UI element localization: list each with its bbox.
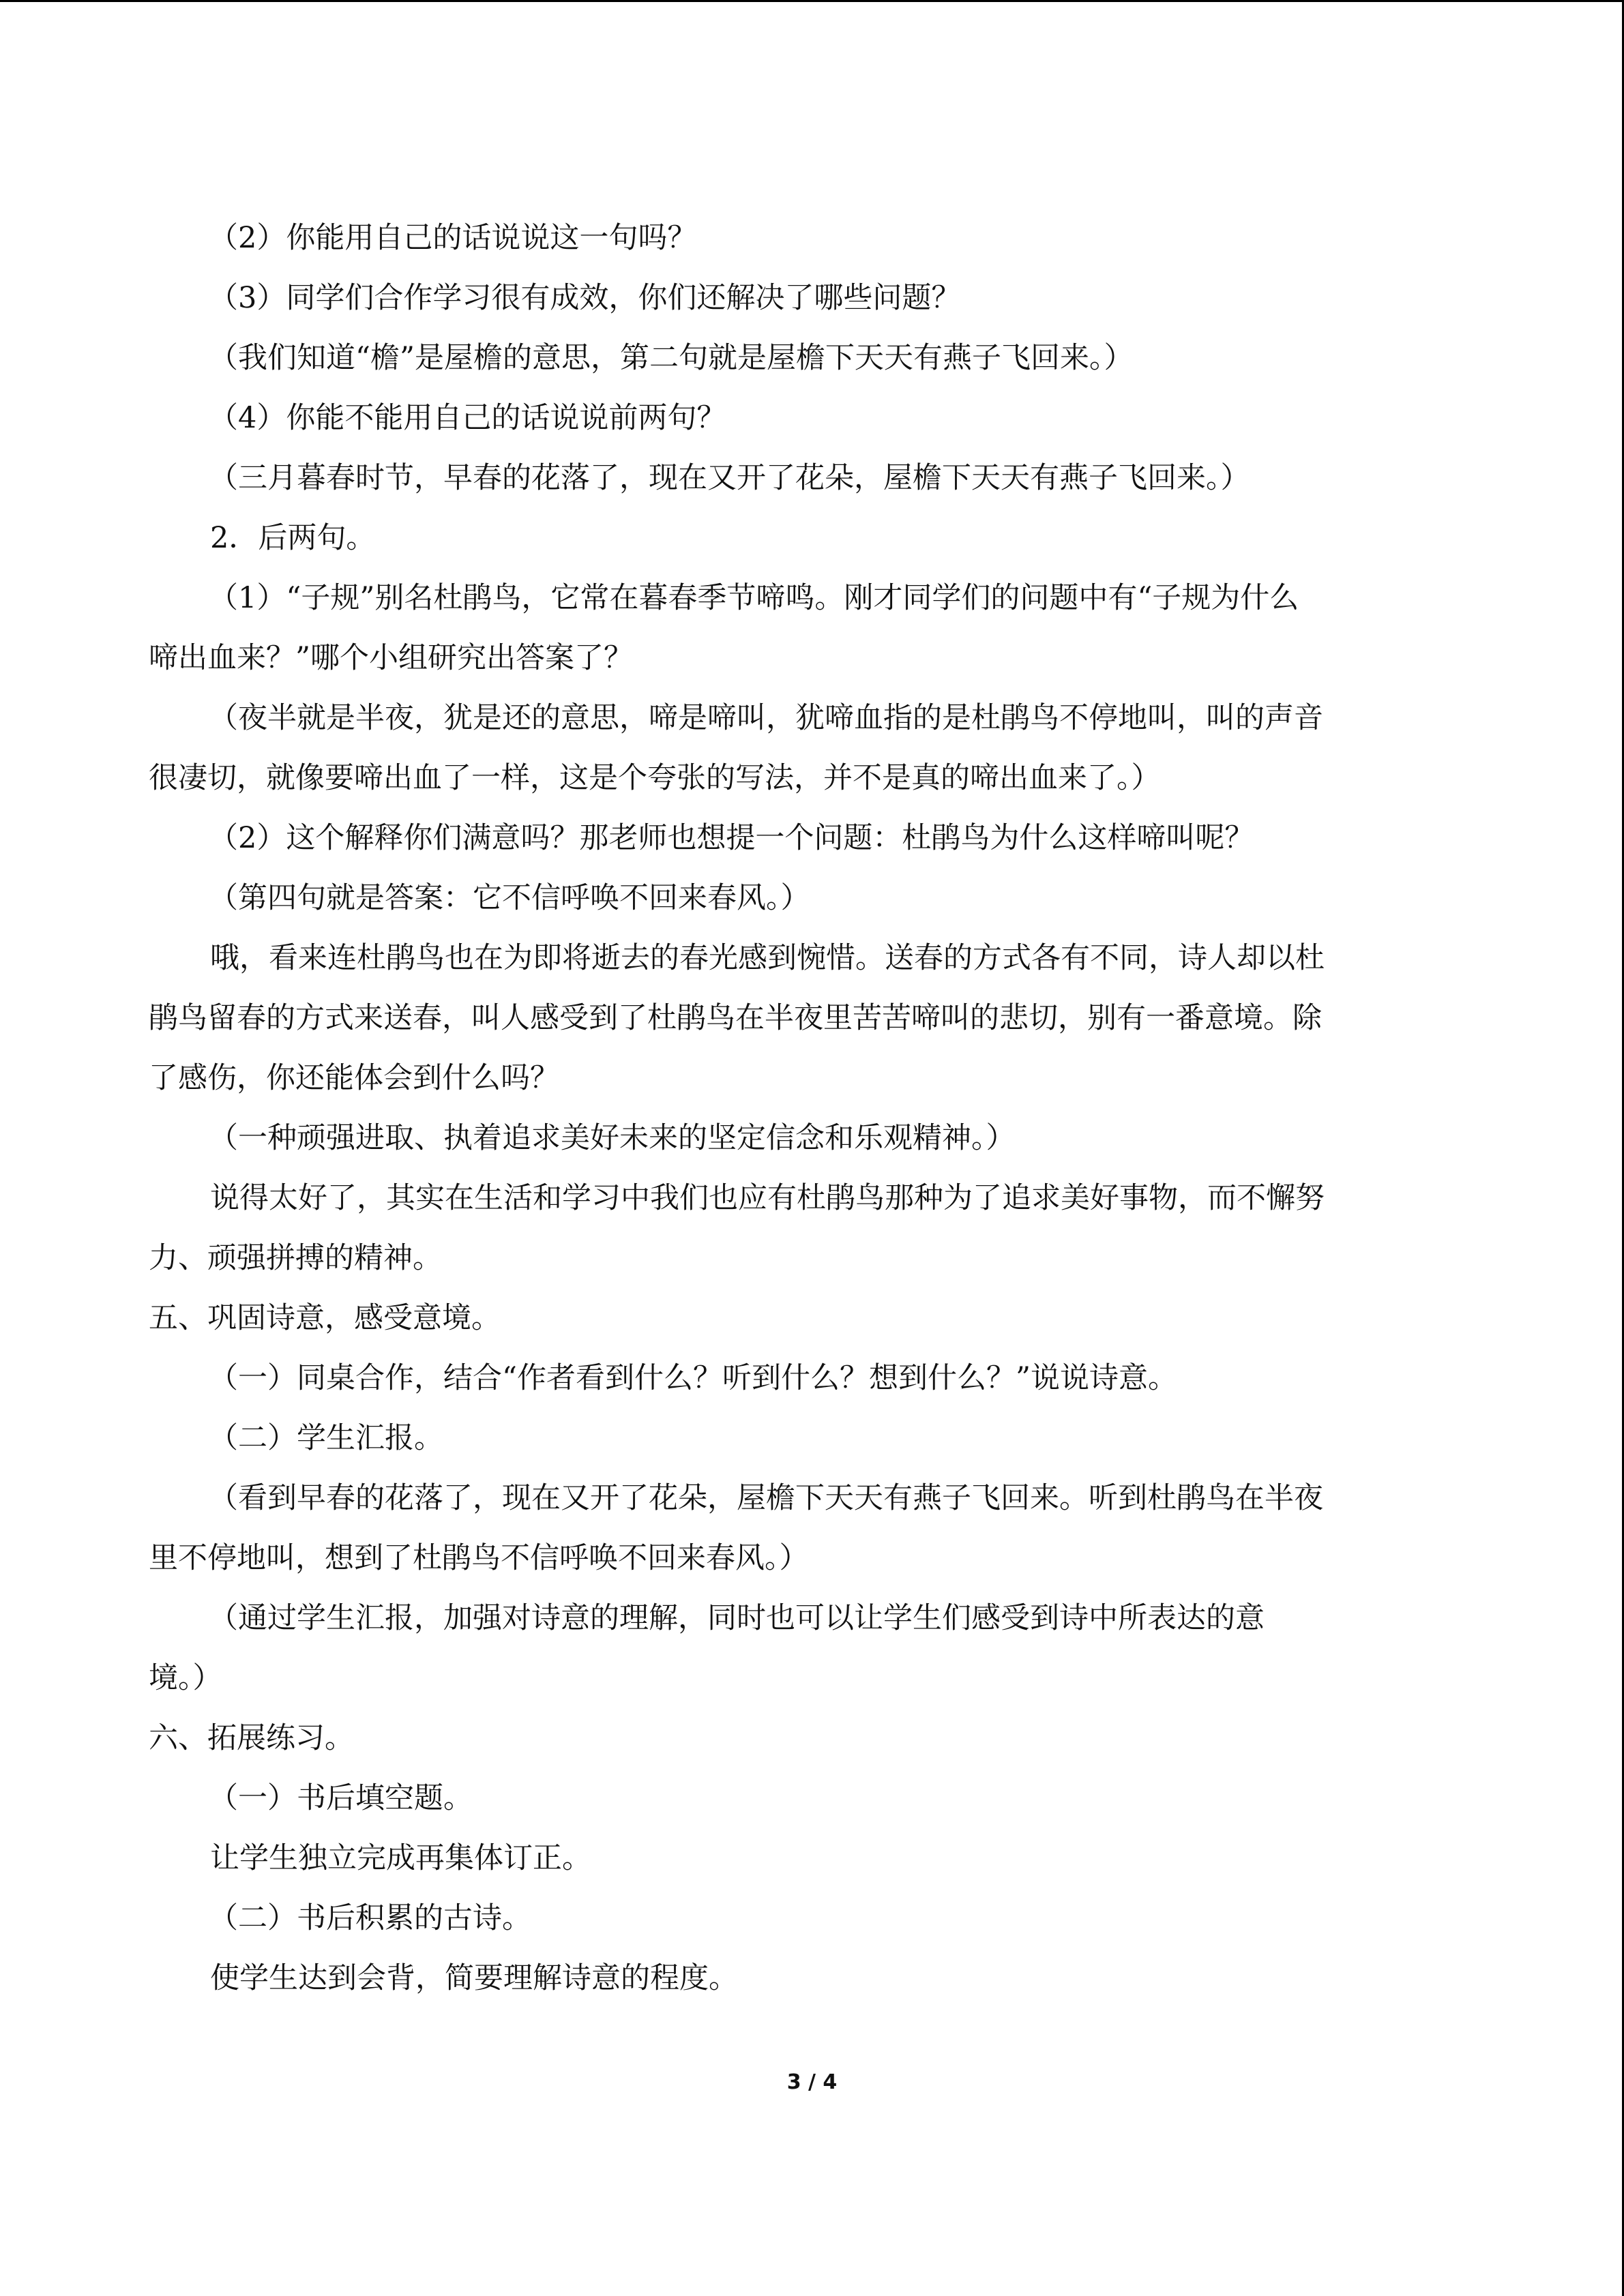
paragraph-line: （看到早春的花落了，现在又开了花朵，屋檐下天天有燕子飞回来。听到杜鹃鸟在半夜 [209,1481,1323,1515]
answer-line: （一种顽强进取、执着追求美好未来的坚定信念和乐观精神。） [209,1121,1016,1155]
subsection-heading: 2．后两句。 [210,521,376,555]
answer-line: （第四句就是答案：它不信呼唤不回来春风。） [209,881,810,915]
paragraph-line: 很凄切，就像要啼出血了一样，这是个夸张的写法，并不是真的啼出血来了。） [149,761,1161,795]
paragraph-line: 说得太好了，其实在生活和学习中我们也应有杜鹃鸟那种为了追求美好事物，而不懈努 [210,1181,1325,1215]
paragraph-line: （二）书后积累的古诗。 [209,1901,531,1935]
paragraph-line: （夜半就是半夜，犹是还的意思，啼是啼叫，犹啼血指的是杜鹃鸟不停地叫，叫的声音 [209,701,1323,735]
question-line: （4）你能不能用自己的话说说前两句？ [209,401,726,435]
paragraph-line: （通过学生汇报，加强对诗意的理解，同时也可以让学生们感受到诗中所表达的意 [209,1601,1265,1635]
paragraph-line: 哦，看来连杜鹃鸟也在为即将逝去的春光感到惋惜。送春的方式各有不同，诗人却以杜 [210,941,1325,975]
section-heading: 五、巩固诗意，感受意境。 [149,1301,501,1335]
paragraph-line: 鹃鸟留春的方式来送春，叫人感受到了杜鹃鸟在半夜里苦苦啼叫的悲切，别有一番意境。除 [149,1001,1322,1035]
section-heading: 六、拓展练习。 [149,1721,354,1755]
paragraph-line: 里不停地叫，想到了杜鹃鸟不信呼唤不回来春风。） [149,1541,809,1575]
paragraph-line: 啼出血来？”哪个小组研究出答案了？ [149,641,633,675]
paragraph-line: （一）同桌合作，结合“作者看到什么？听到什么？想到什么？”说说诗意。 [209,1361,1177,1395]
question-line: （3）同学们合作学习很有成效，你们还解决了哪些问题？ [209,281,961,315]
paragraph-line: 使学生达到会背，简要理解诗意的程度。 [210,1961,738,1995]
paragraph-line: 了感伤，你还能体会到什么吗？ [149,1061,559,1095]
paragraph-line: 境。） [149,1661,222,1695]
answer-line: （三月暮春时节，早春的花落了，现在又开了花朵，屋檐下天天有燕子飞回来。） [209,461,1250,495]
paragraph-line: （二）学生汇报。 [209,1421,443,1455]
page-number: 3 / 4 [786,2070,838,2094]
question-line: （2）这个解释你们满意吗？那老师也想提一个问题：杜鹃鸟为什么这样啼叫呢？ [209,821,1254,855]
question-line: （2）你能用自己的话说说这一句吗？ [209,221,697,255]
paragraph-line: （一）书后填空题。 [209,1781,473,1815]
document-body [149,208,1477,2008]
paragraph-line: （1）“子规”别名杜鹃鸟，它常在暮春季节啼鸣。刚才同学们的问题中有“子规为什么 [209,581,1299,615]
answer-line: （我们知道“檐”是屋檐的意思，第二句就是屋檐下天天有燕子飞回来。） [209,341,1134,375]
paragraph-line: 让学生独立完成再集体订正。 [210,1841,591,1875]
paragraph-line: 力、顽强拼搏的精神。 [149,1241,442,1275]
